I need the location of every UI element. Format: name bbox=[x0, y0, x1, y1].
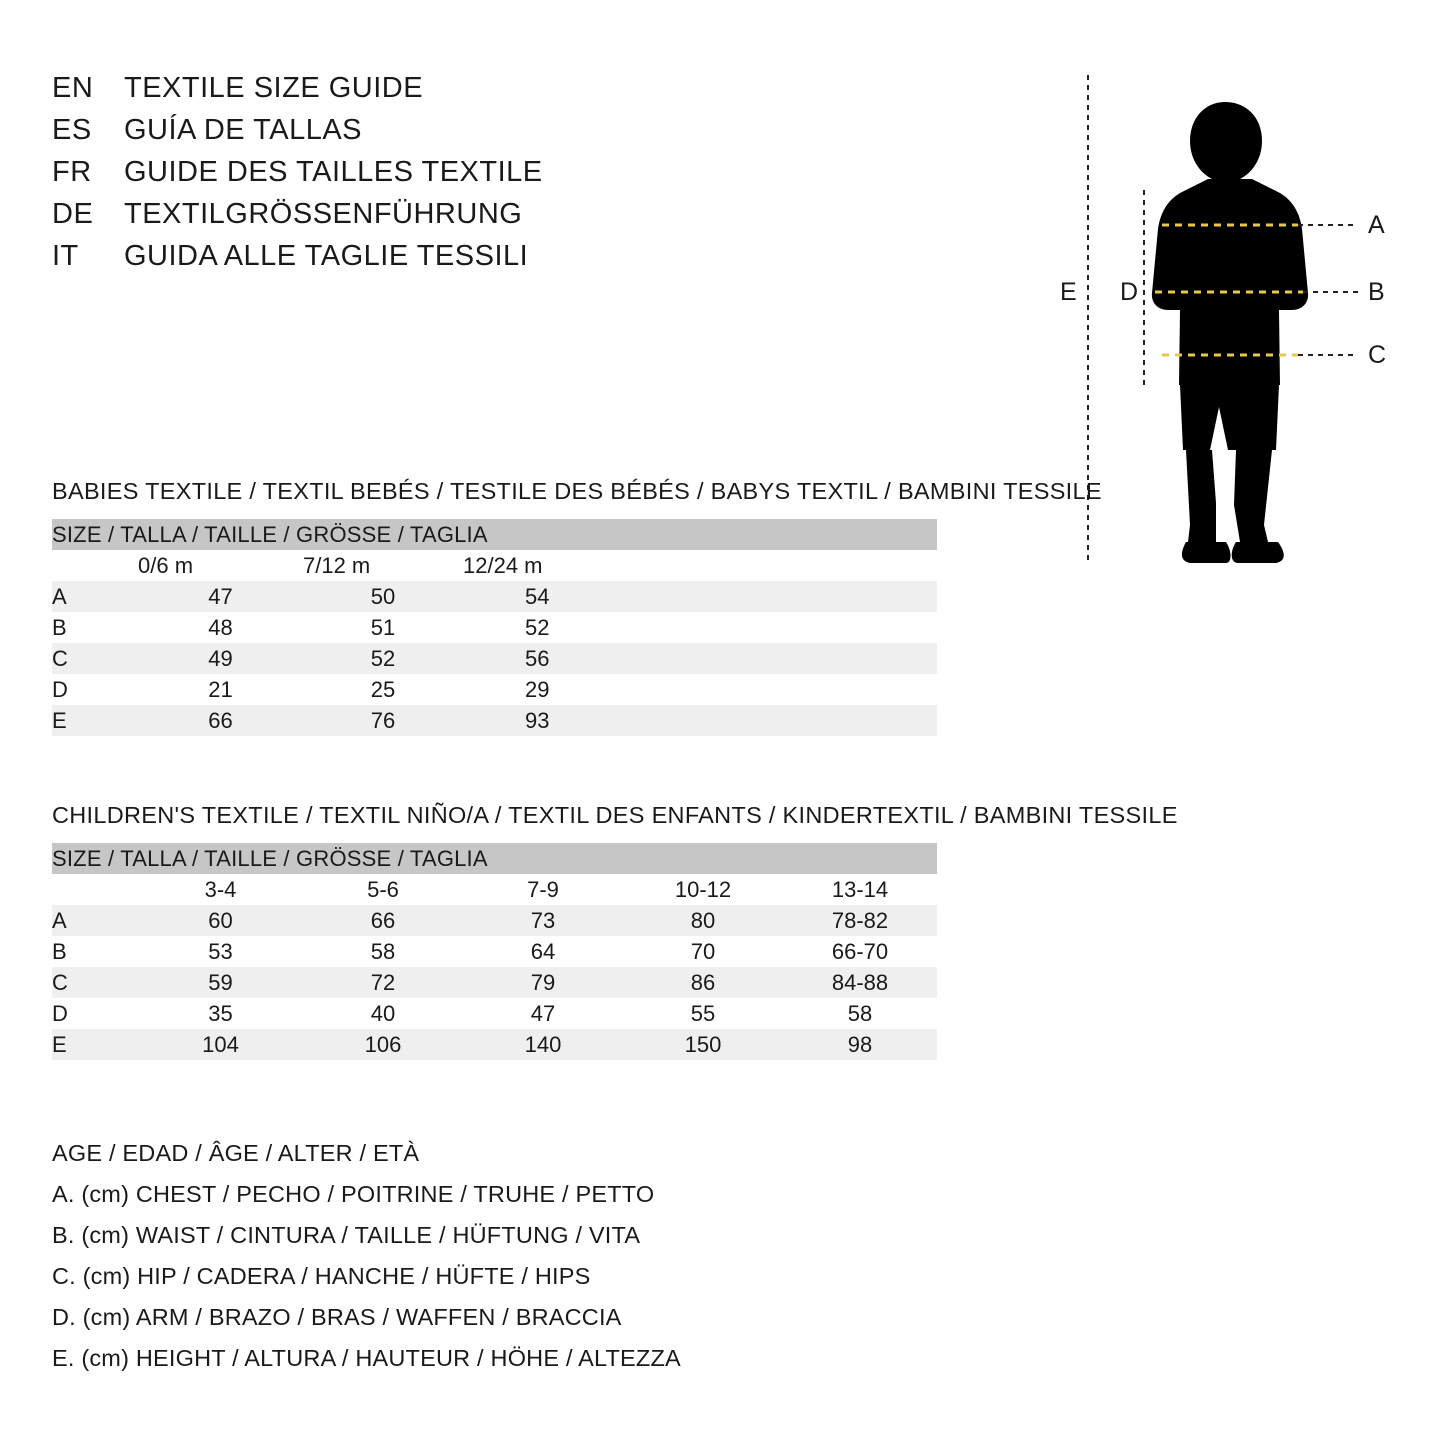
children-b-1: 58 bbox=[303, 936, 463, 967]
children-a-3: 80 bbox=[623, 905, 783, 936]
children-a-4: 78-82 bbox=[783, 905, 937, 936]
children-c-1: 72 bbox=[303, 967, 463, 998]
babies-col-0: 0/6 m bbox=[138, 550, 303, 581]
children-d-4: 58 bbox=[783, 998, 937, 1029]
children-a-1: 66 bbox=[303, 905, 463, 936]
table-row bbox=[52, 905, 937, 936]
children-d-1: 40 bbox=[303, 998, 463, 1029]
babies-c-0: 49 bbox=[138, 643, 303, 674]
babies-c-2: 56 bbox=[463, 643, 937, 674]
children-row-label-c: C bbox=[52, 967, 138, 998]
babies-d-0: 21 bbox=[138, 674, 303, 705]
babies-b-0: 48 bbox=[138, 612, 303, 643]
legend-height: E. (cm) HEIGHT / ALTURA / HAUTEUR / HÖHE / ALTEZZA bbox=[52, 1345, 681, 1371]
babies-row-label-b: B bbox=[52, 612, 138, 643]
children-col-2: 7-9 bbox=[463, 874, 623, 905]
babies-e-1: 76 bbox=[303, 705, 463, 736]
legend-chest: A. (cm) CHEST / PECHO / POITRINE / TRUHE / PETTO bbox=[52, 1181, 655, 1207]
language-code-es: ES bbox=[52, 114, 92, 146]
babies-row-label-d: D bbox=[52, 674, 138, 705]
label-a: A bbox=[1368, 211, 1385, 239]
table-row bbox=[52, 612, 937, 643]
children-c-4: 84-88 bbox=[783, 967, 937, 998]
children-section bbox=[52, 802, 1392, 1060]
babies-a-2: 54 bbox=[463, 581, 937, 612]
legend-block bbox=[52, 1140, 952, 1386]
children-row-label-e: E bbox=[52, 1029, 138, 1060]
children-c-2: 79 bbox=[463, 967, 623, 998]
babies-b-2: 52 bbox=[463, 612, 937, 643]
legend-hip: C. (cm) HIP / CADERA / HANCHE / HÜFTE / HIPS bbox=[52, 1263, 591, 1289]
children-c-0: 59 bbox=[138, 967, 303, 998]
babies-d-1: 25 bbox=[303, 674, 463, 705]
children-b-2: 64 bbox=[463, 936, 623, 967]
children-b-0: 53 bbox=[138, 936, 303, 967]
table-header-row bbox=[52, 843, 937, 874]
label-b: B bbox=[1368, 278, 1385, 306]
children-col-4: 13-14 bbox=[783, 874, 937, 905]
children-d-2: 47 bbox=[463, 998, 623, 1029]
babies-row-label-c: C bbox=[52, 643, 138, 674]
label-c: C bbox=[1368, 341, 1387, 369]
title-text-it: GUIDA ALLE TAGLIE TESSILI bbox=[124, 240, 529, 272]
children-d-3: 55 bbox=[623, 998, 783, 1029]
babies-e-0: 66 bbox=[138, 705, 303, 736]
table-row bbox=[52, 998, 937, 1029]
babies-col-1: 7/12 m bbox=[303, 550, 463, 581]
babies-c-1: 52 bbox=[303, 643, 463, 674]
children-c-3: 86 bbox=[623, 967, 783, 998]
title-row-de bbox=[52, 198, 772, 231]
table-row bbox=[52, 674, 937, 705]
title-block bbox=[52, 72, 772, 282]
title-text-en: TEXTILE SIZE GUIDE bbox=[124, 72, 424, 104]
babies-row-label-e: E bbox=[52, 705, 138, 736]
children-a-0: 60 bbox=[138, 905, 303, 936]
children-col-0: 3-4 bbox=[138, 874, 303, 905]
babies-b-1: 51 bbox=[303, 612, 463, 643]
language-code-it: IT bbox=[52, 240, 79, 272]
children-d-0: 35 bbox=[138, 998, 303, 1029]
children-col-1: 5-6 bbox=[303, 874, 463, 905]
babies-section bbox=[52, 478, 1392, 736]
title-row-en bbox=[52, 72, 772, 105]
language-code-en: EN bbox=[52, 72, 94, 104]
children-row-label-b: B bbox=[52, 936, 138, 967]
legend-age: AGE / EDAD / ÂGE / ALTER / ETÀ bbox=[52, 1140, 420, 1166]
title-row-fr bbox=[52, 156, 772, 189]
language-code-de: DE bbox=[52, 198, 94, 230]
children-e-2: 140 bbox=[463, 1029, 623, 1060]
children-e-1: 106 bbox=[303, 1029, 463, 1060]
children-e-3: 150 bbox=[623, 1029, 783, 1060]
table-row bbox=[52, 967, 937, 998]
children-size-header: SIZE / TALLA / TAILLE / GRÖSSE / TAGLIA bbox=[52, 843, 937, 874]
children-b-4: 66-70 bbox=[783, 936, 937, 967]
babies-row-label-a: A bbox=[52, 581, 138, 612]
babies-col-2: 12/24 m bbox=[463, 550, 937, 581]
spacer-cell bbox=[52, 874, 138, 905]
children-row-label-d: D bbox=[52, 998, 138, 1029]
label-d: D bbox=[1120, 278, 1139, 306]
title-row-it bbox=[52, 240, 772, 273]
table-row bbox=[52, 1029, 937, 1060]
babies-section-title: BABIES TEXTILE / TEXTIL BEBÉS / TESTILE DES BÉBÉS / BABYS TEXTIL / BAMBINI TESSILE bbox=[52, 478, 1102, 504]
title-row-es bbox=[52, 114, 772, 147]
legend-waist: B. (cm) WAIST / CINTURA / TAILLE / HÜFTUNG / VITA bbox=[52, 1222, 641, 1248]
children-size-table bbox=[52, 843, 937, 1060]
children-b-3: 70 bbox=[623, 936, 783, 967]
children-a-2: 73 bbox=[463, 905, 623, 936]
title-text-es: GUÍA DE TALLAS bbox=[124, 114, 363, 146]
table-header-row bbox=[52, 519, 937, 550]
children-e-0: 104 bbox=[138, 1029, 303, 1060]
table-row bbox=[52, 643, 937, 674]
babies-d-2: 29 bbox=[463, 674, 937, 705]
babies-size-table bbox=[52, 519, 937, 736]
children-col-3: 10-12 bbox=[623, 874, 783, 905]
table-row bbox=[52, 705, 937, 736]
title-text-de: TEXTILGRÖSSENFÜHRUNG bbox=[124, 198, 523, 230]
label-e: E bbox=[1060, 278, 1077, 306]
table-row bbox=[52, 581, 937, 612]
babies-size-header: SIZE / TALLA / TAILLE / GRÖSSE / TAGLIA bbox=[52, 519, 937, 550]
spacer-cell bbox=[52, 550, 138, 581]
language-code-fr: FR bbox=[52, 156, 92, 188]
babies-a-1: 50 bbox=[303, 581, 463, 612]
title-text-fr: GUIDE DES TAILLES TEXTILE bbox=[124, 156, 543, 188]
babies-column-row bbox=[52, 550, 937, 581]
legend-arm: D. (cm) ARM / BRAZO / BRAS / WAFFEN / BRACCIA bbox=[52, 1304, 622, 1330]
children-section-title: CHILDREN'S TEXTILE / TEXTIL NIÑO/A / TEXTIL DES ENFANTS / KINDERTEXTIL / BAMBINI TESSILE bbox=[52, 802, 1178, 828]
children-row-label-a: A bbox=[52, 905, 138, 936]
children-e-4: 98 bbox=[783, 1029, 937, 1060]
children-column-row bbox=[52, 874, 937, 905]
table-row bbox=[52, 936, 937, 967]
babies-e-2: 93 bbox=[463, 705, 937, 736]
babies-a-0: 47 bbox=[138, 581, 303, 612]
